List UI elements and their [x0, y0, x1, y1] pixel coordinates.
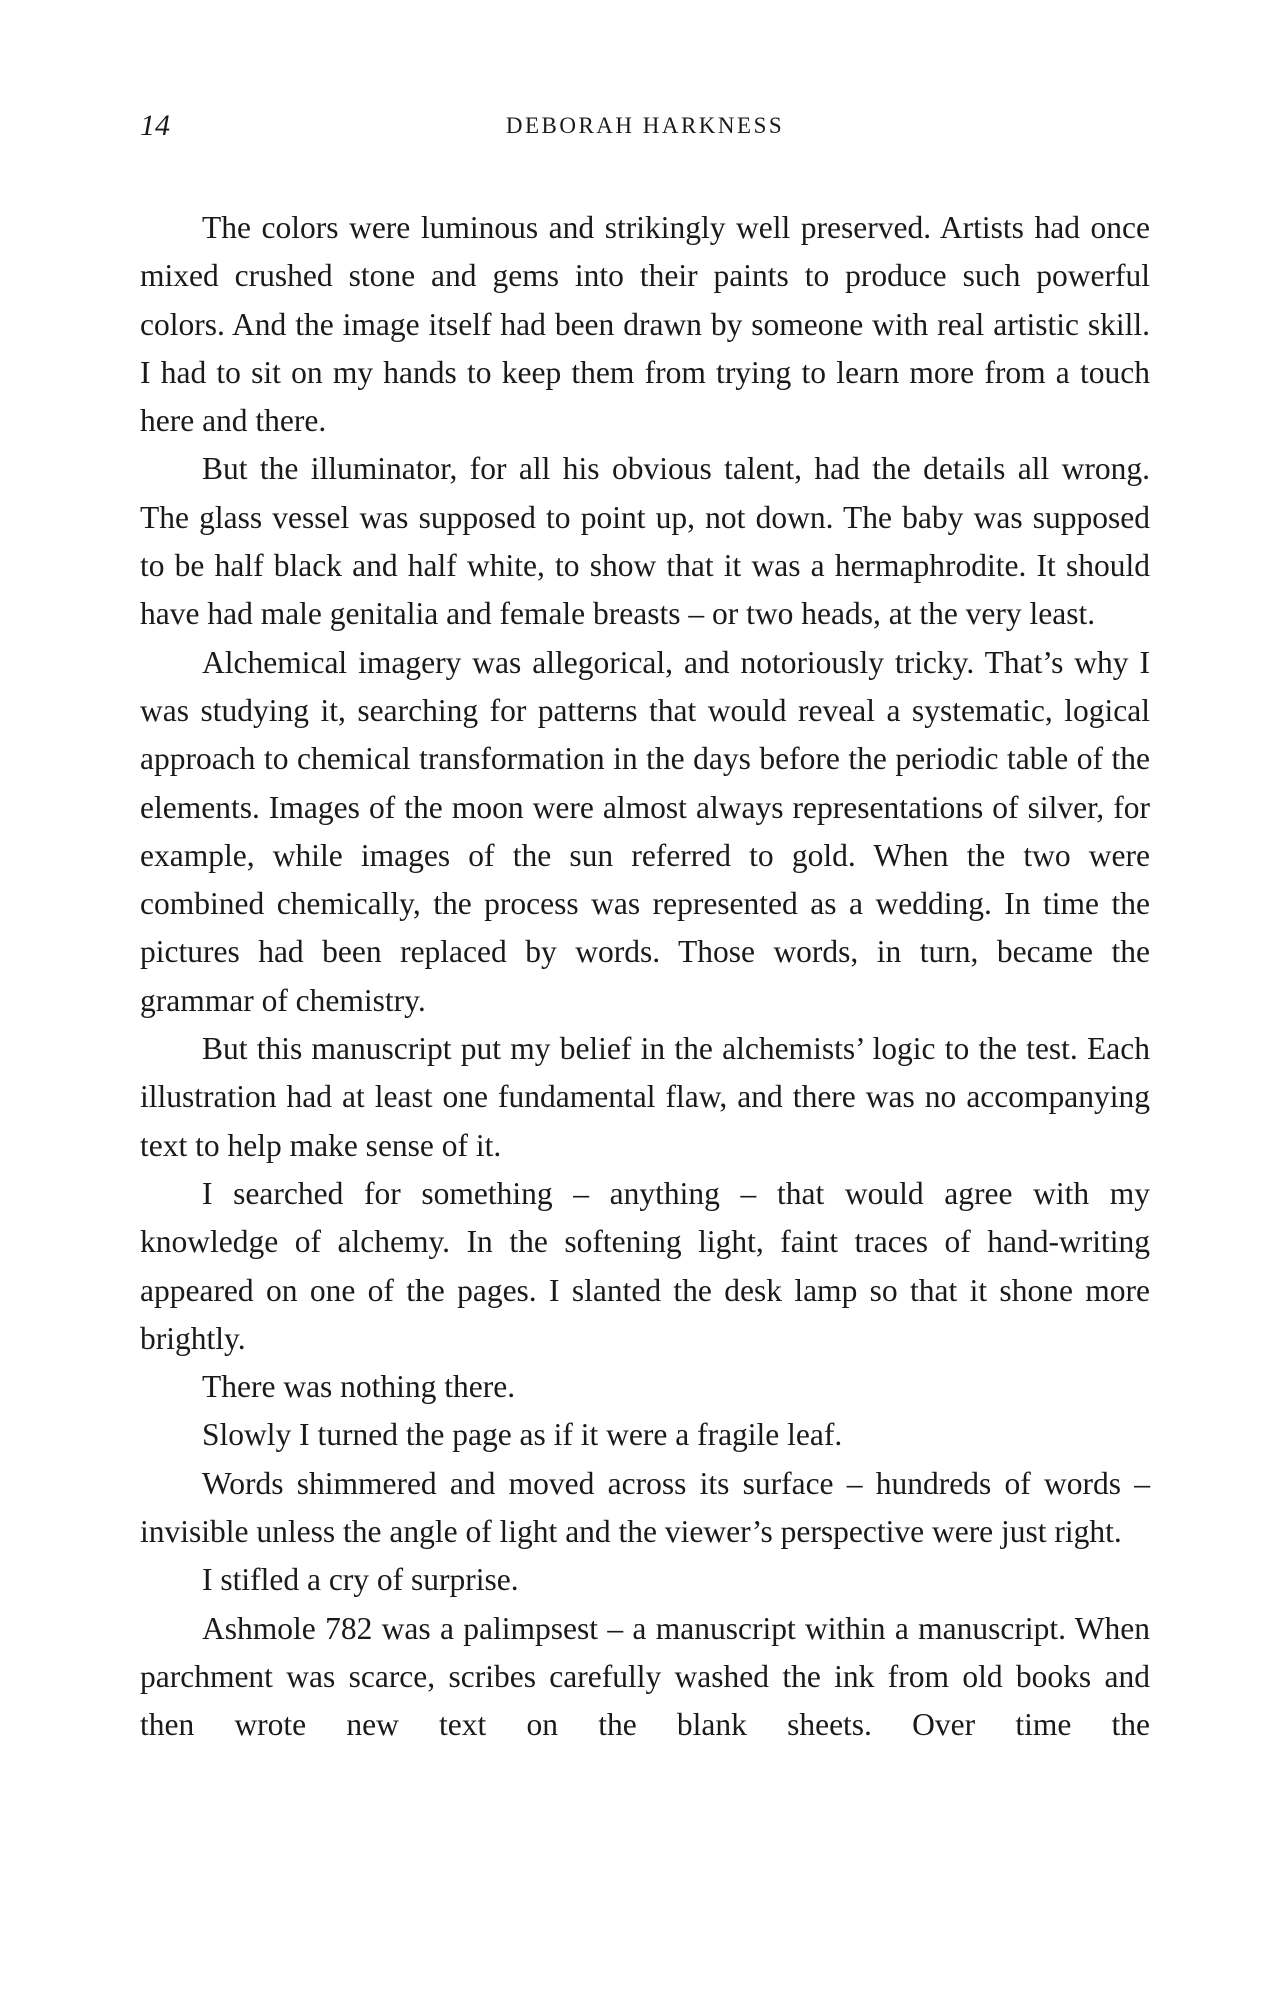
page-header [140, 106, 1150, 146]
paragraph: Ashmole 782 was a palimpsest – a manuscript within a manuscript. When parchment was scarce, scribes carefully washed the ink from old books and then wrote new text on the blank sheets. Over time the [140, 1610, 1150, 1743]
paragraph: I stifled a cry of surprise. [202, 1562, 519, 1598]
paragraph: But this manuscript put my belief in the alchemists’ logic to the test. Each illustration had at least one fundamental flaw, and there was no accompanying text to help make sense of it. [140, 1031, 1150, 1163]
running-head-author: DEBORAH HARKNESS [505, 113, 785, 138]
paragraph: Slowly I turned the page as if it were a fragile leaf. [202, 1417, 843, 1453]
paragraph: But the illuminator, for all his obvious talent, had the details all wrong. The glass vessel was supposed to point up, not down. The baby was supposed to be half black and half white, to show that it was a hermaphrodite. It should have had male genitalia and female breasts – or two heads, at the very least. [140, 451, 1150, 632]
body-text [140, 204, 1150, 1750]
paragraph: Alchemical imagery was allegorical, and notoriously tricky. That’s why I was studying it, searching for patterns that would reveal a systematic, logical approach to chemical transformation in the days before the periodic table of the elements. Images of the moon were almost always representations of silver, for example, while images of the sun referred to gold. When the two were combined chemically, the process was represented as a wedding. In time the pictures had been replaced by words. Those words, in turn, became the grammar of chemistry. [140, 644, 1150, 1018]
paragraph: The colors were luminous and strikingly well preserved. Artists had once mixed crushed stone and gems into their paints to produce such powerful colors. And the image itself had been drawn by someone with real artistic skill. I had to sit on my hands to keep them from trying to learn more from a touch here and there. [140, 210, 1150, 439]
paragraph: I searched for something – anything – that would agree with my knowledge of alchemy. In the softening light, faint traces of hand-writing appeared on one of the pages. I slanted the desk lamp so that it shone more brightly. [140, 1175, 1150, 1356]
paragraph: There was nothing there. [202, 1369, 516, 1405]
paragraph: Words shimmered and moved across its surface – hundreds of words – invisible unless the angle of light and the viewer’s perspective were just right. [140, 1465, 1150, 1550]
page-number: 14 [140, 109, 170, 142]
